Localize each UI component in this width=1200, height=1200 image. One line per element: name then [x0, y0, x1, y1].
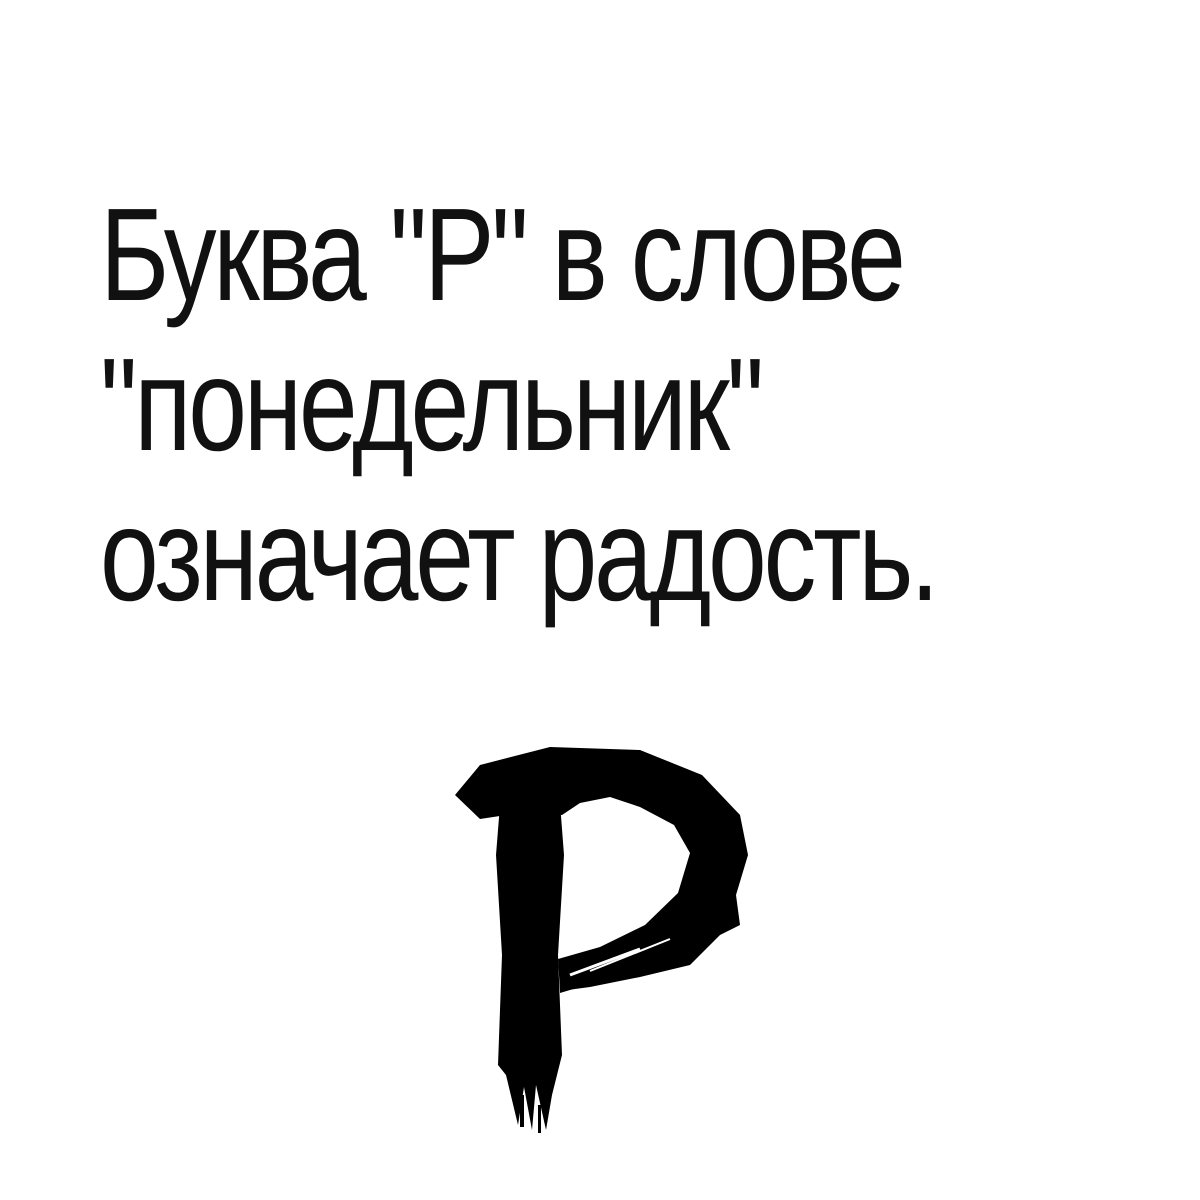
brush-drip [520, 1095, 524, 1127]
caption-line-1: Буква "Р" в слове [100, 181, 903, 328]
caption-line-3: означает радость. [100, 481, 937, 628]
brush-drip [538, 1105, 541, 1133]
caption-text [100, 180, 1120, 630]
caption-line-2: "понедельник" [100, 331, 761, 478]
brush-letter-p-graphic [440, 735, 760, 1135]
brush-stem [496, 803, 564, 1130]
